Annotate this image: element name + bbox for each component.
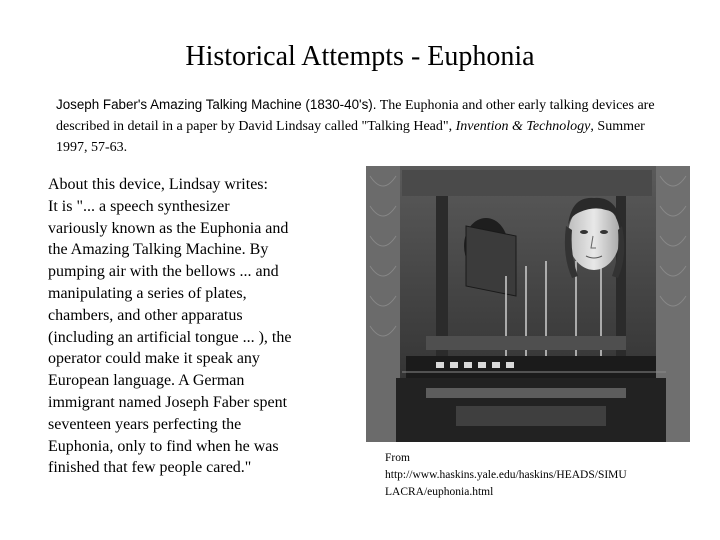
quote-line: chambers, and other apparatus — [48, 306, 243, 324]
source-citation — [385, 450, 695, 501]
quote-line: finished that few people cared." — [48, 459, 252, 477]
quote-line: About this device, Lindsay writes: — [48, 176, 268, 193]
source-url-line[interactable]: http://www.haskins.yale.edu/haskins/HEADS/SIMU — [385, 469, 627, 481]
machine-name: Joseph Faber's Amazing Talking Machine (1830-40's). — [56, 97, 377, 112]
source-line: From — [385, 452, 410, 464]
intro-paragraph — [56, 94, 676, 158]
quote-line: variously known as the Euphonia and — [48, 219, 289, 237]
intro-text-part2: , Summer 1997, 57-63. — [56, 119, 645, 155]
quote-line: seventeen years perfecting the — [48, 415, 242, 433]
quote-body — [48, 174, 348, 479]
quote-line: (including an artificial tongue ... ), the — [48, 328, 292, 346]
euphonia-photo — [366, 166, 690, 442]
euphonia-machine-illustration — [366, 166, 690, 442]
intro-text-part1: The Euphonia and other early talking devices are described in detail in a paper by David Lindsay called "Talking Head", — [56, 98, 655, 134]
quote-line: the Amazing Talking Machine. By — [48, 241, 269, 259]
quote-line: It is "... a speech synthesizer — [48, 197, 230, 215]
source-url-line[interactable]: LACRA/euphonia.html — [385, 486, 494, 498]
quote-line: operator could make it speak any — [48, 350, 260, 368]
slide-title: Historical Attempts - Euphonia — [185, 41, 535, 72]
publication-name: Invention & Technology — [455, 119, 591, 134]
quote-line: manipulating a series of plates, — [48, 284, 247, 302]
quote-line: immigrant named Joseph Faber spent — [48, 393, 288, 411]
quote-line: pumping air with the bellows ... and — [48, 263, 279, 281]
quote-line: European language. A German — [48, 372, 245, 390]
quote-line: Euphonia, only to find when he was — [48, 437, 279, 455]
